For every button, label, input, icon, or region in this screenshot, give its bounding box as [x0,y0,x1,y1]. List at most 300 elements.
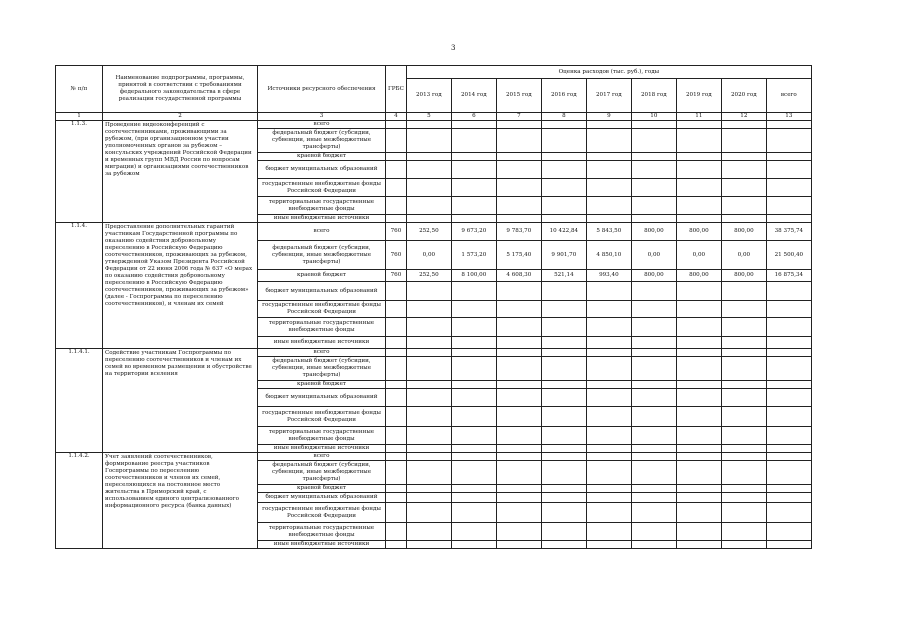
value-cell [631,381,676,389]
grbs-cell [386,153,407,161]
value-cell [541,121,586,129]
value-cell [451,179,496,197]
value-cell: 800,00 [721,270,766,282]
grbs-cell: 760 [386,223,407,241]
value-cell [406,503,451,523]
value-cell: 10 422,84 [541,223,586,241]
grbs-cell [386,179,407,197]
value-cell [721,389,766,407]
value-cell [676,129,721,153]
source-label: бюджет муниципальных образований [258,161,386,179]
col-number: 3 [258,113,386,121]
grbs-cell [386,215,407,223]
value-cell [496,453,541,461]
value-cell [586,427,631,445]
value-cell [586,541,631,549]
value-cell [586,407,631,427]
source-label: территориальные государственные внебюджетные фонды [258,427,386,445]
grbs-cell [386,381,407,389]
value-cell [676,445,721,453]
grbs-cell [386,357,407,381]
col-number: 2 [103,113,258,121]
value-cell [406,121,451,129]
value-cell [676,389,721,407]
value-cell [451,337,496,349]
value-cell [721,121,766,129]
source-label: государственные внебюджетные фонды Российской Федерации [258,301,386,318]
source-label: иные внебюджетные источники [258,215,386,223]
value-cell [631,445,676,453]
value-cell: 800,00 [676,270,721,282]
value-cell [721,503,766,523]
value-cell: 521,14 [541,270,586,282]
value-cell [451,523,496,541]
value-cell [586,453,631,461]
grbs-cell [386,523,407,541]
value-cell [451,282,496,301]
value-cell [451,445,496,453]
value-cell [406,523,451,541]
value-cell [676,453,721,461]
value-cell [631,153,676,161]
value-cell [721,427,766,445]
value-cell [496,282,541,301]
value-cell [541,301,586,318]
total-cell [766,282,811,301]
value-cell [631,389,676,407]
value-cell [541,503,586,523]
total-cell [766,357,811,381]
value-cell: 0,00 [721,241,766,270]
value-cell [721,179,766,197]
value-cell [721,485,766,493]
value-cell [631,461,676,485]
value-cell [406,318,451,337]
col-number: 4 [386,113,407,121]
total-cell [766,337,811,349]
value-cell [676,337,721,349]
value-cell [676,161,721,179]
source-label: федеральный бюджет (субсидии, субвенции, иные межбюджетные трансферты) [258,357,386,381]
value-cell [406,282,451,301]
header-year: 2014 год [451,79,496,113]
total-cell [766,445,811,453]
col-number: 11 [676,113,721,121]
value-cell [721,161,766,179]
value-cell [586,381,631,389]
value-cell [496,523,541,541]
value-cell [541,445,586,453]
value-cell [496,381,541,389]
value-cell [631,301,676,318]
col-number: 1 [56,113,103,121]
value-cell [676,461,721,485]
grbs-cell: 760 [386,270,407,282]
value-cell [586,461,631,485]
header-source: Источники ресурсного обеспечения [258,66,386,113]
value-cell [496,121,541,129]
value-cell [541,129,586,153]
value-cell [451,301,496,318]
total-cell [766,453,811,461]
value-cell [631,129,676,153]
value-cell [676,357,721,381]
value-cell [541,215,586,223]
total-cell [766,389,811,407]
value-cell [541,389,586,407]
value-cell [676,215,721,223]
table-row [56,121,812,129]
value-cell: 8 100,00 [451,270,496,282]
value-cell: 0,00 [631,241,676,270]
source-label: государственные внебюджетные фонды Российской Федерации [258,179,386,197]
value-cell [721,197,766,215]
source-label: государственные внебюджетные фонды Российской Федерации [258,503,386,523]
header-num: № п/п [56,66,103,113]
grbs-cell [386,493,407,503]
value-cell [451,493,496,503]
value-cell [631,541,676,549]
value-cell [406,485,451,493]
value-cell [451,381,496,389]
value-cell [541,381,586,389]
grbs-cell [386,197,407,215]
col-number: 8 [541,113,586,121]
grbs-cell [386,389,407,407]
value-cell [586,318,631,337]
value-cell [406,215,451,223]
table-row [56,223,812,241]
total-cell [766,523,811,541]
value-cell [496,197,541,215]
value-cell [586,349,631,357]
grbs-cell [386,453,407,461]
value-cell [676,541,721,549]
total-cell: 21 500,40 [766,241,811,270]
value-cell [541,523,586,541]
header-year: 2018 год [631,79,676,113]
value-cell: 993,40 [586,270,631,282]
value-cell [541,318,586,337]
value-cell [676,503,721,523]
page-number: 3 [451,44,456,52]
value-cell [631,215,676,223]
value-cell [631,337,676,349]
value-cell [406,153,451,161]
total-cell [766,503,811,523]
grbs-cell [386,503,407,523]
source-label: иные внебюджетные источники [258,445,386,453]
grbs-cell [386,337,407,349]
value-cell [541,357,586,381]
value-cell [631,121,676,129]
source-label: иные внебюджетные источники [258,541,386,549]
source-label: территориальные государственные внебюджетные фонды [258,318,386,337]
value-cell: 1 573,20 [451,241,496,270]
total-cell [766,161,811,179]
value-cell [676,282,721,301]
col-number: 9 [586,113,631,121]
source-label: территориальные государственные внебюджетные фонды [258,523,386,541]
grbs-cell [386,129,407,153]
total-cell: 38 375,74 [766,223,811,241]
total-cell [766,349,811,357]
value-cell [406,301,451,318]
value-cell [631,427,676,445]
value-cell [541,461,586,485]
value-cell [451,197,496,215]
value-cell [586,493,631,503]
value-cell: 252,50 [406,270,451,282]
value-cell [496,357,541,381]
value-cell [451,318,496,337]
grbs-cell [386,485,407,493]
value-cell [541,161,586,179]
value-cell [541,282,586,301]
total-cell [766,541,811,549]
source-label: всего [258,121,386,129]
value-cell [541,153,586,161]
total-cell [766,129,811,153]
value-cell [631,161,676,179]
total-cell: 16 875,34 [766,270,811,282]
header-year: 2019 год [676,79,721,113]
value-cell [586,179,631,197]
value-cell [721,357,766,381]
value-cell [631,453,676,461]
header-estimate: Оценка расходов (тыс. руб.), годы [406,66,811,79]
value-cell: 800,00 [721,223,766,241]
value-cell [721,453,766,461]
grbs-cell [386,407,407,427]
value-cell [676,427,721,445]
value-cell [631,407,676,427]
col-number: 7 [496,113,541,121]
grbs-cell [386,427,407,445]
value-cell [586,153,631,161]
value-cell [451,461,496,485]
source-label: бюджет муниципальных образований [258,493,386,503]
table-row [56,453,812,461]
value-cell [586,445,631,453]
value-cell [586,197,631,215]
header-year: 2013 год [406,79,451,113]
value-cell [451,215,496,223]
value-cell [676,179,721,197]
value-cell [496,215,541,223]
value-cell [496,337,541,349]
value-cell [406,389,451,407]
value-cell: 9 783,70 [496,223,541,241]
value-cell [541,493,586,503]
value-cell: 9 901,70 [541,241,586,270]
value-cell [676,381,721,389]
value-cell [496,493,541,503]
value-cell [541,349,586,357]
value-cell: 800,00 [631,223,676,241]
value-cell [631,318,676,337]
row-number: 1.1.4.2. [56,453,103,549]
value-cell [676,153,721,161]
value-cell [586,523,631,541]
value-cell [721,381,766,389]
value-cell [451,485,496,493]
source-label: краевой бюджет [258,381,386,389]
value-cell [721,337,766,349]
row-name: Учет заявлений соотечественников, формирование реестра участников Госпрограммы по переселению соотечественников и членов их семей, переселяющихся на постоянное место жительства в Приморский край, с использованием единого централизованного информационного ресурса (банка данных) [103,453,258,549]
value-cell [721,129,766,153]
value-cell [541,485,586,493]
value-cell [496,318,541,337]
value-cell [586,215,631,223]
value-cell [406,349,451,357]
total-cell [766,485,811,493]
value-cell [676,349,721,357]
total-cell [766,493,811,503]
value-cell [406,337,451,349]
value-cell [676,197,721,215]
total-cell [766,407,811,427]
value-cell [451,129,496,153]
value-cell: 0,00 [676,241,721,270]
value-cell [676,523,721,541]
header-year: 2015 год [496,79,541,113]
value-cell [496,461,541,485]
value-cell [631,197,676,215]
value-cell [451,389,496,407]
source-label: федеральный бюджет (субсидии, субвенции, иные межбюджетные трансферты) [258,461,386,485]
value-cell [541,407,586,427]
header-total: всего [766,79,811,113]
value-cell [406,357,451,381]
value-cell [541,427,586,445]
value-cell [496,407,541,427]
row-name: Проведение видеоконференций с соотечественниками, проживающими за рубежом, (при организационном участии уполномоченных органов за рубежом – консульских учреждений Российской Федерации и временных групп МВД России по вопросам миграции) и организациями соотечественников за рубежом [103,121,258,223]
value-cell [586,282,631,301]
value-cell [451,453,496,461]
header-year: 2017 год [586,79,631,113]
expenditure-table [55,65,812,549]
value-cell [451,357,496,381]
source-label: федеральный бюджет (субсидии, субвенции, иные межбюджетные трансферты) [258,241,386,270]
value-cell [496,445,541,453]
value-cell [451,407,496,427]
value-cell [721,153,766,161]
value-cell [631,493,676,503]
value-cell: 800,00 [676,223,721,241]
value-cell [721,461,766,485]
row-name: Содействие участникам Госпрограммы по переселению соотечественников и членам их семей во временном размещении и обустройстве на территории вселения [103,349,258,453]
value-cell [721,523,766,541]
value-cell [496,427,541,445]
value-cell [496,485,541,493]
value-cell [676,485,721,493]
value-cell: 4 850,10 [586,241,631,270]
value-cell [541,197,586,215]
value-cell [721,493,766,503]
value-cell [496,179,541,197]
source-label: территориальные государственные внебюджетные фонды [258,197,386,215]
value-cell: 0,00 [406,241,451,270]
value-cell [586,301,631,318]
value-cell [496,349,541,357]
total-cell [766,461,811,485]
value-cell [721,541,766,549]
grbs-cell [386,161,407,179]
value-cell [586,121,631,129]
value-cell [406,461,451,485]
value-cell [721,318,766,337]
table-body [56,121,812,549]
value-cell [496,129,541,153]
value-cell [721,349,766,357]
value-cell [721,301,766,318]
grbs-cell [386,461,407,485]
value-cell [676,407,721,427]
value-cell [721,282,766,301]
value-cell [406,407,451,427]
value-cell [406,381,451,389]
total-cell [766,179,811,197]
value-cell [451,427,496,445]
value-cell: 5 175,40 [496,241,541,270]
value-cell [406,445,451,453]
total-cell [766,381,811,389]
value-cell [406,161,451,179]
value-cell [451,153,496,161]
value-cell [721,445,766,453]
source-label: государственные внебюджетные фонды Российской Федерации [258,407,386,427]
source-label: всего [258,349,386,357]
grbs-cell [386,318,407,337]
source-label: бюджет муниципальных образований [258,282,386,301]
grbs-cell [386,282,407,301]
value-cell [496,541,541,549]
total-cell [766,427,811,445]
value-cell [406,493,451,503]
value-cell [451,541,496,549]
col-number: 5 [406,113,451,121]
grbs-cell [386,541,407,549]
value-cell [406,129,451,153]
total-cell [766,301,811,318]
value-cell [451,161,496,179]
source-label: федеральный бюджет (субсидии, субвенции, иные межбюджетные трансферты) [258,129,386,153]
value-cell [631,357,676,381]
total-cell [766,153,811,161]
source-label: бюджет муниципальных образований [258,389,386,407]
value-cell [631,503,676,523]
table-header [56,66,812,121]
value-cell [586,337,631,349]
value-cell [406,179,451,197]
value-cell [586,389,631,407]
value-cell [586,129,631,153]
value-cell [451,121,496,129]
value-cell [586,485,631,493]
source-label: иные внебюджетные источники [258,337,386,349]
value-cell [541,179,586,197]
source-label: всего [258,223,386,241]
grbs-cell [386,349,407,357]
value-cell: 252,50 [406,223,451,241]
header-year: 2020 год [721,79,766,113]
value-cell [676,301,721,318]
value-cell [451,349,496,357]
total-cell [766,121,811,129]
value-cell [631,282,676,301]
col-number: 12 [721,113,766,121]
